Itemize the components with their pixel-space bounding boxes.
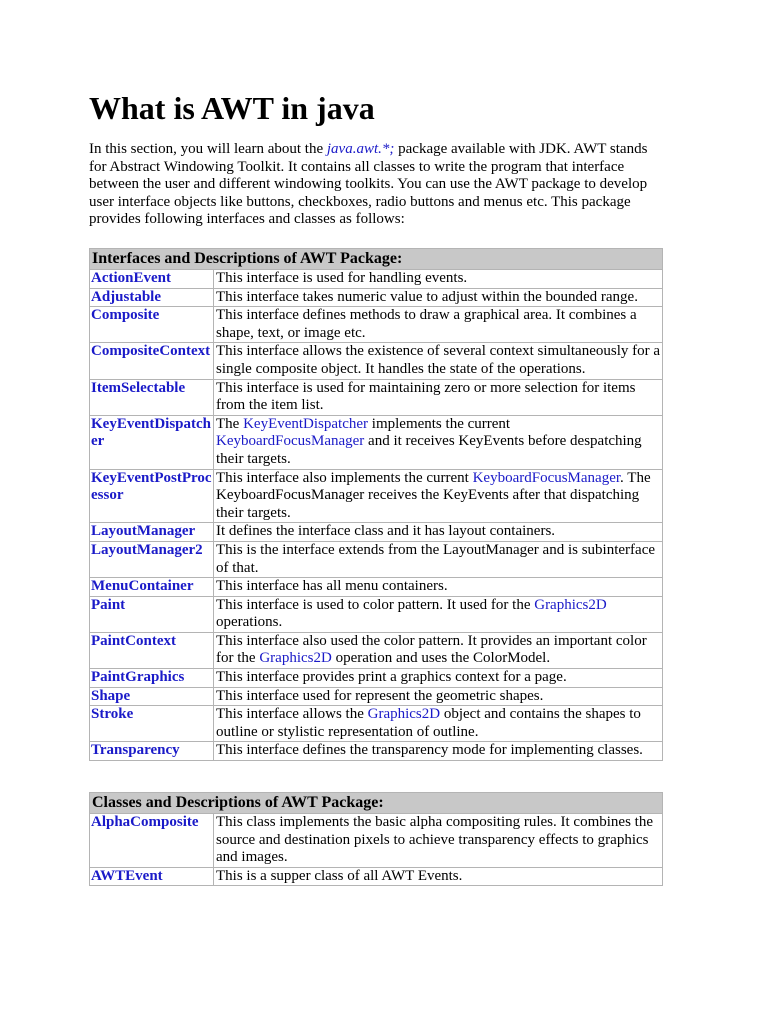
item-name-cell	[90, 523, 214, 542]
item-name-cell	[90, 415, 214, 469]
description-text: This interface is used to color pattern. It used for the	[216, 596, 535, 613]
item-description-cell	[214, 469, 663, 523]
item-name-link[interactable]: ItemSelectable	[91, 379, 186, 396]
intro-text-before: In this section, you will learn about the	[89, 141, 327, 157]
description-text: This interface allows the existence of several context simultaneously for a single composite object. It handles the state of the operations.	[216, 343, 661, 377]
classes-table-header: Classes and Descriptions of AWT Package:	[90, 793, 663, 814]
table-row	[90, 343, 663, 379]
java-awt-package-link[interactable]: java.awt.*;	[326, 141, 395, 157]
item-description-cell	[214, 742, 663, 761]
table-row	[90, 687, 663, 706]
item-description-cell	[214, 523, 663, 542]
classes-table	[89, 792, 663, 886]
item-name-cell	[90, 867, 214, 886]
item-name-link[interactable]: Stroke	[91, 706, 134, 723]
item-name-cell	[90, 596, 214, 632]
table-row	[90, 632, 663, 668]
item-description-cell	[214, 867, 663, 886]
item-name-cell	[90, 307, 214, 343]
item-name-cell	[90, 742, 214, 761]
interfaces-table-body	[90, 270, 663, 761]
description-link[interactable]: KeyEventDispatcher	[243, 415, 369, 432]
page-title: What is AWT in java	[89, 90, 375, 126]
description-text: This interface provides print a graphics context for a page.	[216, 669, 567, 686]
item-name-cell	[90, 632, 214, 668]
item-name-link[interactable]: KeyEventPostProcessor	[91, 469, 212, 504]
table-row	[90, 867, 663, 886]
item-description-cell	[214, 270, 663, 289]
description-text: This is a supper class of all AWT Events.	[216, 867, 463, 884]
table-row	[90, 469, 663, 523]
item-description-cell	[214, 814, 663, 868]
item-name-cell	[90, 469, 214, 523]
description-text: It defines the interface class and it has layout containers.	[216, 523, 556, 540]
description-text: This class implements the basic alpha compositing rules. It combines the source and destination pixels to achieve transparency effects to graphics and images.	[216, 814, 653, 866]
description-text: This interface used for represent the geometric shapes.	[216, 687, 544, 704]
item-name-link[interactable]: LayoutManager	[91, 523, 196, 540]
table-row	[90, 742, 663, 761]
table-row	[90, 379, 663, 415]
item-description-cell	[214, 669, 663, 688]
description-link[interactable]: Graphics2D	[534, 596, 607, 613]
classes-table-header-row	[90, 793, 663, 814]
interfaces-table-header: Interfaces and Descriptions of AWT Package:	[90, 249, 663, 270]
description-text: implements the current	[368, 415, 511, 432]
classes-table-body	[90, 814, 663, 886]
item-name-link[interactable]: ActionEvent	[91, 270, 171, 286]
description-text: This interface is used for handling events.	[216, 270, 468, 286]
interfaces-table-header-row	[90, 249, 663, 270]
intro-paragraph	[89, 141, 663, 229]
table-row	[90, 706, 663, 742]
item-description-cell	[214, 415, 663, 469]
item-name-link[interactable]: Paint	[91, 596, 126, 613]
table-row	[90, 541, 663, 577]
item-name-cell	[90, 578, 214, 597]
item-name-link[interactable]: LayoutManager2	[91, 541, 203, 558]
item-name-link[interactable]: PaintGraphics	[91, 669, 185, 686]
item-name-link[interactable]: AlphaComposite	[91, 814, 199, 830]
description-text: This interface also used the color pattern. It provides an important color for the	[216, 632, 647, 667]
description-text: operations.	[216, 614, 283, 631]
description-text: This interface also implements the current	[216, 469, 473, 486]
item-description-cell	[214, 541, 663, 577]
description-text: This interface defines methods to draw a graphical area. It combines a shape, text, or image etc.	[216, 307, 637, 341]
item-name-link[interactable]: AWTEvent	[91, 867, 163, 884]
description-text: This interface allows the	[216, 706, 368, 723]
item-name-link[interactable]: Shape	[91, 687, 131, 704]
item-description-cell	[214, 578, 663, 597]
item-name-link[interactable]: PaintContext	[91, 632, 176, 649]
intro-text-after: package available with JDK. AWT stands for Abstract Windowing Toolkit. It contains all classes to write the program that interface between the user and different windowing toolkits. You can use the AWT package to develop user interface objects like buttons, checkboxes, radio buttons and menus etc. This package provides following interfaces and classes as follows:	[89, 141, 648, 228]
table-row	[90, 307, 663, 343]
description-link[interactable]: KeyboardFocusManager	[216, 433, 365, 450]
item-description-cell	[214, 706, 663, 742]
table-row	[90, 523, 663, 542]
item-name-link[interactable]: MenuContainer	[91, 578, 194, 595]
description-link[interactable]: KeyboardFocusManager	[472, 469, 621, 486]
description-link[interactable]: Graphics2D	[259, 650, 332, 667]
description-text: This interface defines the transparency mode for implementing classes.	[216, 742, 643, 759]
table-row	[90, 814, 663, 868]
interfaces-table	[89, 248, 663, 761]
description-text: object and contains the shapes to outline or stylistic representation of outline.	[216, 706, 641, 740]
item-name-cell	[90, 814, 214, 868]
table-row	[90, 578, 663, 597]
description-text: operation and uses the ColorModel.	[331, 650, 551, 667]
item-name-cell	[90, 541, 214, 577]
item-description-cell	[214, 288, 663, 307]
table-row	[90, 596, 663, 632]
item-name-link[interactable]: Adjustable	[91, 288, 162, 305]
description-link[interactable]: Graphics2D	[367, 706, 441, 723]
description-text: . The KeyboardFocusManager receives the KeyEvents after that dispatching their targets.	[216, 469, 651, 521]
description-text: This interface has all menu containers.	[216, 578, 448, 595]
item-description-cell	[214, 687, 663, 706]
item-name-cell	[90, 343, 214, 379]
item-name-cell	[90, 669, 214, 688]
item-name-cell	[90, 379, 214, 415]
description-text: This is the interface extends from the LayoutManager and is subinterface of that.	[216, 541, 656, 576]
item-name-cell	[90, 288, 214, 307]
item-name-cell	[90, 687, 214, 706]
description-text: This interface is used for maintaining zero or more selection for items from the item list.	[216, 379, 636, 414]
item-name-cell	[90, 270, 214, 289]
table-row	[90, 415, 663, 469]
item-name-link[interactable]: Transparency	[91, 742, 180, 759]
description-text: This interface takes numeric value to adjust within the bounded range.	[216, 288, 638, 305]
item-description-cell	[214, 379, 663, 415]
table-row	[90, 270, 663, 289]
item-name-cell	[90, 706, 214, 742]
item-description-cell	[214, 307, 663, 343]
item-name-link[interactable]: KeyEventDispatcher	[91, 415, 211, 450]
item-name-link[interactable]: CompositeContext	[91, 343, 211, 360]
item-description-cell	[214, 632, 663, 668]
description-text: and it receives KeyEvents before despatching their targets.	[216, 433, 642, 467]
table-row	[90, 669, 663, 688]
description-text: The	[216, 415, 244, 432]
table-row	[90, 288, 663, 307]
item-description-cell	[214, 596, 663, 632]
item-description-cell	[214, 343, 663, 379]
item-name-link[interactable]: Composite	[91, 307, 160, 324]
